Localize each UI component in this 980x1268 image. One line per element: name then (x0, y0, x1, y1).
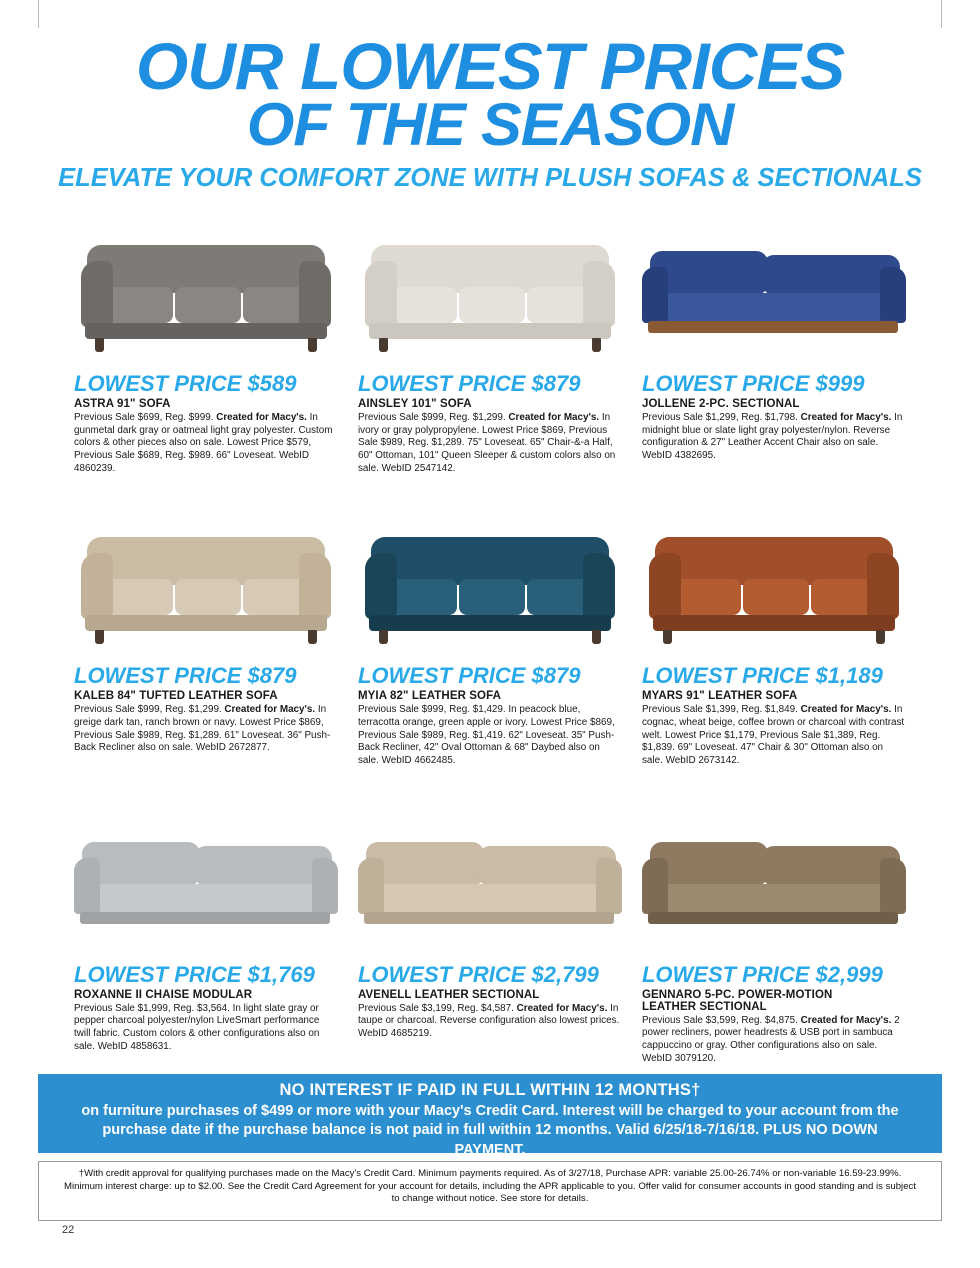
product-image-avenell (358, 802, 622, 952)
financing-banner (38, 1074, 942, 1158)
product-name: MYIA 82" LEATHER SOFA (357, 690, 501, 703)
product-card[interactable] (348, 503, 632, 767)
product-image-myia (358, 503, 622, 653)
page-subtitle: ELEVATE YOUR COMFORT ZONE WITH PLUSH SOFAS & SECTIONALS (58, 163, 922, 192)
product-image-astra (74, 211, 338, 361)
page-header (0, 0, 980, 193)
page-number: 22 (62, 1224, 75, 1236)
product-grid (0, 211, 980, 1065)
headline-line-1: OUR LOWEST PRICES (135, 29, 845, 103)
product-card[interactable] (348, 211, 632, 475)
legal-disclaimer: †With credit approval for qualifying purchases made on the Macy's Credit Card. Minimum payments required. As of 3/27/18, Purchase APR: variable 25.00-26.74% or non-variable 16.59-23.99%. Minimum interest charge: up to $2.00. See the Credit Card Agreement for your account for details, including the APR applicable to you. Offer valid for consumer accounts in good standing and is subject to change without notice. See store for details. (38, 1161, 942, 1221)
product-name (642, 989, 906, 1013)
product-price: LOWEST PRICE $999 (641, 370, 865, 396)
product-price: LOWEST PRICE $1,189 (641, 663, 883, 689)
product-image-myars (642, 503, 906, 653)
product-description: Previous Sale $699, Reg. $999. Created for Macy's. In gunmetal dark gray or oatmeal light gray polyester. Custom colors & other pieces also on sale. Lowest Price $579, Previous Sale $689, Reg. $989. 66" Loveseat. WebID 4860239. (74, 411, 333, 474)
product-description: Previous Sale $999, Reg. $1,299. Created for Macy's. In greige dark tan, ranch brown or navy. Lowest Price $869, Previous Sale $989, Reg. $1,289. 61" Loveseat. 36" Push-Back Recliner also on sale. WebID 2672877. (74, 704, 331, 754)
product-price: LOWEST PRICE $589 (74, 370, 297, 396)
product-name: ROXANNE II CHAISE MODULAR (74, 988, 253, 1001)
product-name: JOLLENE 2-PC. SECTIONAL (641, 397, 800, 410)
product-row (64, 211, 916, 475)
product-card[interactable] (64, 503, 348, 767)
product-description: Previous Sale $3,199, Reg. $4,587. Created for Macy's. In taupe or charcoal. Reverse configuration also lowest prices. WebID 4685219. (357, 1002, 620, 1039)
product-name: AVENELL LEATHER SECTIONAL (357, 988, 540, 1001)
product-row (64, 802, 916, 1066)
product-name: KALEB 84" TUFTED LEATHER SOFA (74, 690, 278, 703)
product-card[interactable] (632, 211, 916, 475)
product-price: LOWEST PRICE $879 (74, 663, 297, 689)
product-card[interactable] (632, 503, 916, 767)
financing-title: NO INTEREST IF PAID IN FULL WITHIN 12 MONTHS† (279, 1081, 701, 1099)
product-description: Previous Sale $1,399, Reg. $1,849. Created for Macy's. In cognac, wheat beige, coffee brown or charcoal with contrast welt. Lowest Price $1,179, Previous Sale $1,389, Reg. $1,839. 69" Loveseat. 47" Chair & 30" Ottoman also on sale. WebID 2673142. (641, 704, 905, 766)
crop-mark-left (38, 0, 39, 28)
crop-mark-right (941, 0, 942, 28)
product-name: MYARS 91" LEATHER SOFA (641, 690, 798, 703)
product-card[interactable] (64, 211, 348, 475)
product-description: Previous Sale $1,299, Reg. $1,798. Created for Macy's. In midnight blue or slate light gray polyester/nylon. Reverse configuration & 27" Leather Accent Chair also on sale. WebID 4382695. (641, 411, 903, 461)
product-price: LOWEST PRICE $879 (357, 370, 581, 396)
product-price: LOWEST PRICE $1,769 (74, 961, 315, 987)
product-name-line-2: LEATHER SECTIONAL (641, 1000, 767, 1013)
headline-line-2: OF THE SEASON (246, 90, 734, 158)
product-image-jollene (642, 211, 906, 361)
financing-body: on furniture purchases of $499 or more with your Macy's Credit Card. Interest will be charged to your account from the purchase date if the purchase balance is not paid in full within 12 months. Valid 6/25/18-7/16/18. PLUS NO DOWN PAYMENT. (81, 1103, 899, 1158)
product-name: ASTRA 91" SOFA (74, 397, 171, 410)
product-description: Previous Sale $1,999, Reg. $3,564. In light slate gray or pepper charcoal polyester/nylon LiveSmart performance twill fabric. Custom colors & other configurations also on sale. WebID 4858631. (74, 1002, 320, 1052)
product-description: Previous Sale $3,599, Reg. $4,875. Created for Macy's. 2 power recliners, power headrests & USB port in sambuca cappuccino or gray. Other configurations also on sale. WebID 3079120. (641, 1014, 900, 1064)
product-name-line-1: GENNARO 5-PC. POWER-MOTION (641, 988, 833, 1001)
product-card[interactable] (64, 802, 348, 1066)
product-image-ainsley (358, 211, 622, 361)
product-description: Previous Sale $999, Reg. $1,429. In peacock blue, terracotta orange, green apple or ivory. Lowest Price $869, Previous Sale $989, Reg. $1,419. 62" Loveseat. 35" Push-Back Recliner, 42" Oval Ottoman & 68" Daybed also on sale. WebID 4662485. (357, 704, 615, 766)
product-price: LOWEST PRICE $879 (357, 663, 581, 689)
product-card[interactable] (632, 802, 916, 1066)
product-card[interactable] (348, 802, 632, 1066)
product-image-roxanne (74, 802, 338, 952)
product-price: LOWEST PRICE $2,999 (641, 961, 883, 987)
product-price: LOWEST PRICE $2,799 (357, 961, 599, 987)
product-image-gennaro (642, 802, 906, 952)
product-description: Previous Sale $999, Reg. $1,299. Created for Macy's. In ivory or gray polypropylene. Lowest Price $869, Previous Sale $989, Reg. $1,289. 75" Loveseat. 65" Chair-&-a Half, 60" Ottoman, 101" Queen Sleeper & custom colors also on sale. WebID 2547142. (357, 411, 616, 474)
page-title (0, 29, 980, 158)
product-image-kaleb (74, 503, 338, 653)
product-name: AINSLEY 101" SOFA (357, 397, 472, 410)
product-row (64, 503, 916, 767)
